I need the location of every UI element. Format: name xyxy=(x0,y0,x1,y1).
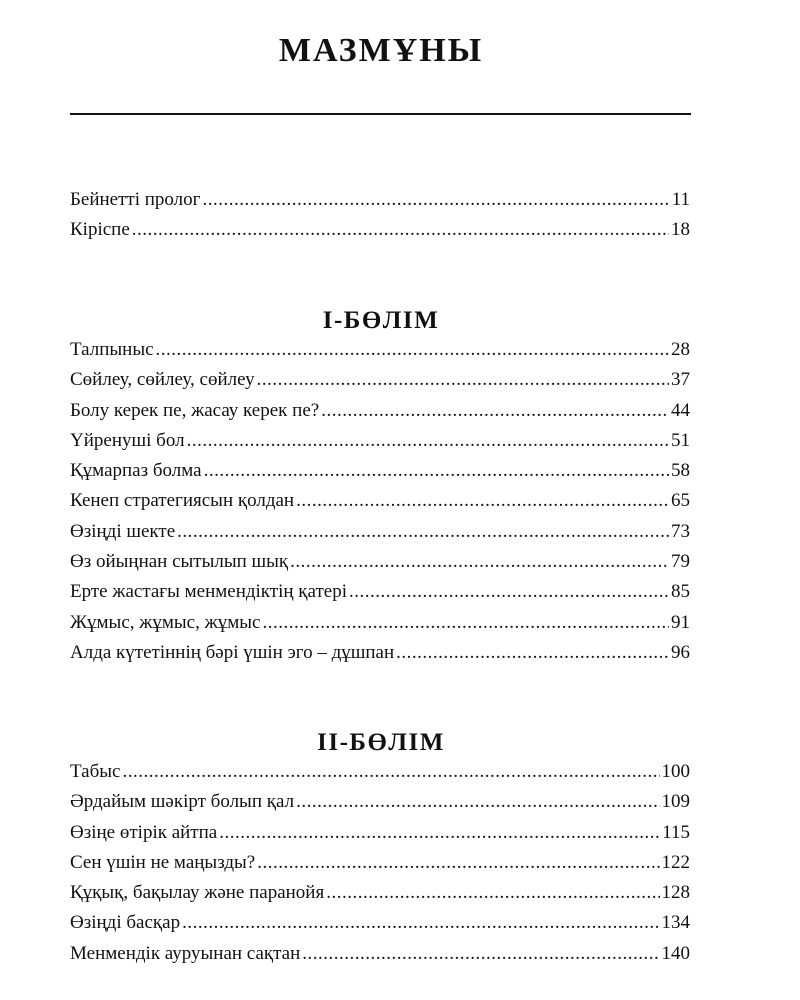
toc-page-number: 100 xyxy=(661,761,690,782)
toc-entry[interactable] xyxy=(70,908,690,938)
toc-entry[interactable] xyxy=(70,517,690,547)
toc-page-number: 11 xyxy=(671,189,690,210)
toc-entry-title: Өзіңді басқар xyxy=(70,912,181,934)
toc-entry-title: Құқық, бақылау және паранойя xyxy=(70,882,325,904)
toc-page-number: 128 xyxy=(661,882,690,904)
toc-entry[interactable] xyxy=(70,939,690,969)
toc-entry[interactable] xyxy=(70,547,690,577)
toc-entry-title: Табыс xyxy=(70,761,121,782)
toc-page-number: 140 xyxy=(661,942,690,964)
toc-entry-title: Алда күтетіннің бәрі үшін эго – дұшпан xyxy=(70,641,395,663)
toc-page-number: 79 xyxy=(671,551,690,573)
toc-page-number: 51 xyxy=(671,429,690,451)
toc-page-number: 44 xyxy=(671,399,690,421)
toc-page-number: 85 xyxy=(671,581,690,603)
toc-entry[interactable] xyxy=(70,426,690,456)
toc-entry[interactable] xyxy=(70,638,690,668)
toc-entry-title: Болу керек пе, жасау керек пе? xyxy=(70,399,320,421)
toc-page-number: 73 xyxy=(671,520,690,542)
dot-leader xyxy=(326,878,659,908)
toc-entry-title: Бейнетті пролог xyxy=(70,189,201,210)
part-2-heading: ІІ-БӨЛІМ xyxy=(317,728,445,756)
toc-entry-title: Менмендік ауруынан сақтан xyxy=(70,942,301,964)
toc-page-number: 65 xyxy=(671,490,690,512)
toc-page-number: 91 xyxy=(671,611,690,633)
toc-entry[interactable] xyxy=(70,486,690,516)
dot-leader xyxy=(257,848,659,878)
toc-page-number: 28 xyxy=(671,339,690,360)
toc-entry[interactable] xyxy=(70,215,690,245)
part-2-list xyxy=(70,757,690,969)
toc-entry[interactable] xyxy=(70,608,690,638)
dot-leader xyxy=(349,577,669,607)
dot-leader xyxy=(296,787,659,817)
dot-leader xyxy=(122,757,659,787)
toc-page-number: 37 xyxy=(671,369,690,391)
dot-leader xyxy=(219,818,660,848)
toc-entry-title: Өзіңе өтірік айтпа xyxy=(70,821,218,843)
toc-page-number: 96 xyxy=(671,641,690,663)
dot-leader xyxy=(156,335,669,365)
toc-page-number: 58 xyxy=(671,460,690,482)
toc-entry[interactable] xyxy=(70,185,690,215)
title-divider xyxy=(70,113,691,115)
toc-entry[interactable] xyxy=(70,396,690,426)
dot-leader xyxy=(296,486,669,516)
front-matter-list xyxy=(70,185,690,246)
part-1-heading: І-БӨЛІМ xyxy=(322,306,440,334)
dot-leader xyxy=(302,939,659,969)
part-1-list xyxy=(70,335,690,668)
page-title: МАЗМҰНЫ xyxy=(278,31,484,69)
toc-entry-title: Жұмыс, жұмыс, жұмыс xyxy=(70,611,261,633)
toc-page-number: 134 xyxy=(661,912,690,934)
toc-entry-title: Талпыныс xyxy=(70,339,154,360)
toc-page-number: 122 xyxy=(661,851,690,873)
dot-leader xyxy=(187,426,669,456)
toc-entry-title: Құмарпаз болма xyxy=(70,460,202,482)
toc-entry[interactable] xyxy=(70,456,690,486)
toc-entry-title: Кіріспе xyxy=(70,219,130,241)
toc-entry[interactable] xyxy=(70,577,690,607)
dot-leader xyxy=(396,638,669,668)
toc-entry[interactable] xyxy=(70,818,690,848)
toc-entry[interactable] xyxy=(70,787,690,817)
toc-entry[interactable] xyxy=(70,757,690,787)
toc-entry-title: Әрдайым шәкірт болып қал xyxy=(70,791,295,813)
toc-entry-title: Кенеп стратегиясын қолдан xyxy=(70,490,295,512)
toc-entry[interactable] xyxy=(70,848,690,878)
dot-leader xyxy=(204,456,669,486)
dot-leader xyxy=(290,547,669,577)
toc-entry-title: Ерте жастағы менмендіктің қатері xyxy=(70,581,347,603)
toc-entry-title: Өзіңді шекте xyxy=(70,520,176,542)
toc-entry-title: Сөйлеу, сөйлеу, сөйлеу xyxy=(70,369,255,391)
dot-leader xyxy=(202,185,669,215)
dot-leader xyxy=(132,215,669,245)
toc-entry[interactable] xyxy=(70,365,690,395)
toc-page-number: 109 xyxy=(661,791,690,813)
toc-entry-title: Сен үшін не маңызды? xyxy=(70,851,256,873)
dot-leader xyxy=(262,608,669,638)
toc-entry-title: Өз ойыңнан сытылып шық xyxy=(70,551,289,573)
toc-page-number: 18 xyxy=(671,219,690,241)
dot-leader xyxy=(177,517,669,547)
dot-leader xyxy=(257,365,669,395)
toc-entry-title: Үйренуші бол xyxy=(70,429,185,451)
dot-leader xyxy=(321,396,669,426)
dot-leader xyxy=(182,908,659,938)
toc-entry[interactable] xyxy=(70,335,690,365)
toc-page-number: 115 xyxy=(662,821,690,843)
toc-entry[interactable] xyxy=(70,878,690,908)
